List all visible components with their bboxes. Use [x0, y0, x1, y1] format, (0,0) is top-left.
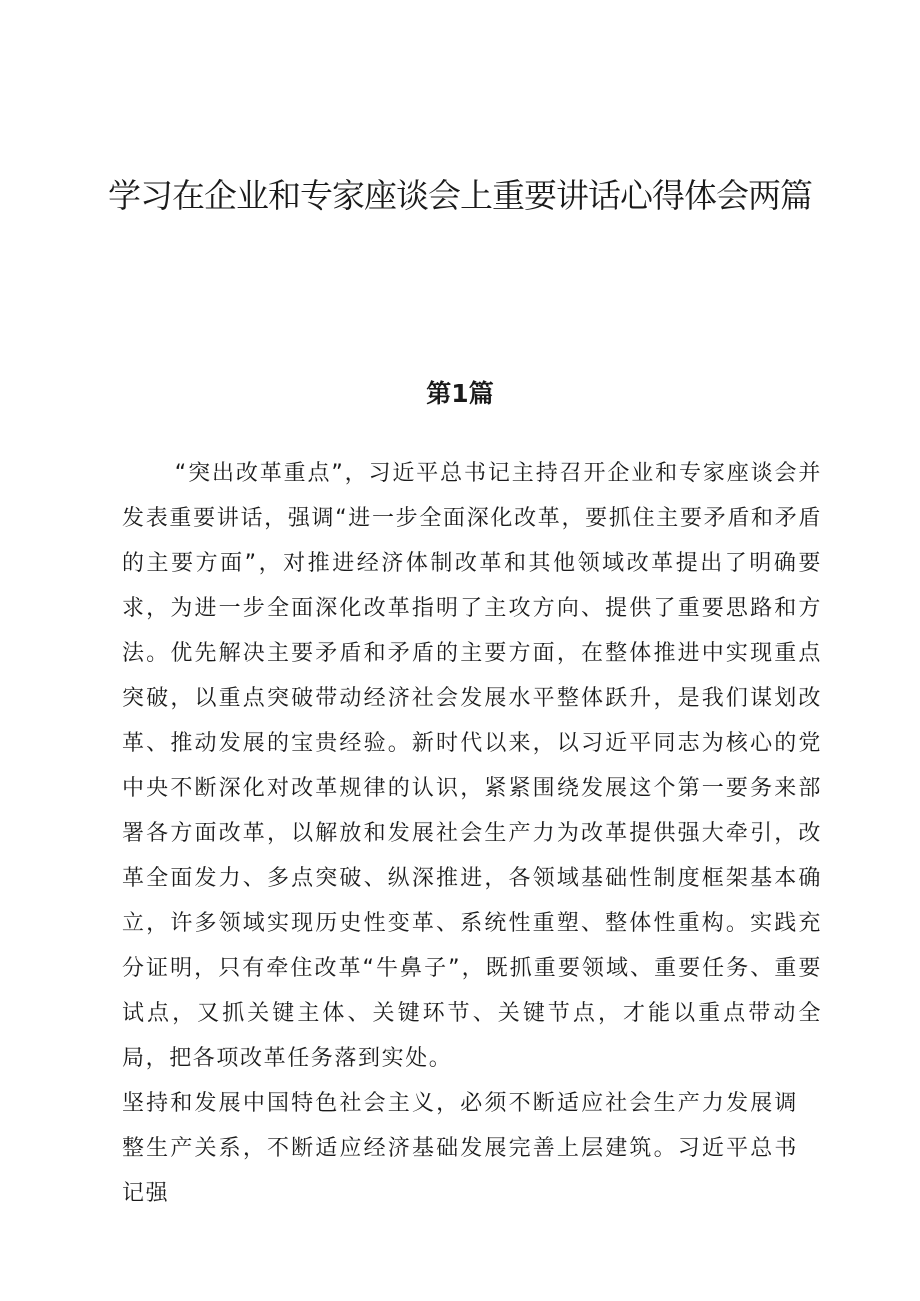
document-title: 学习在企业和专家座谈会上重要讲话心得体会两篇	[108, 176, 812, 215]
document-body	[122, 451, 822, 1216]
section-heading: 第1篇	[426, 379, 494, 408]
body-paragraph: “突出改革重点”，习近平总书记主持召开企业和专家座谈会并发表重要讲话，强调“进一步全面深化改革，要抓住主要矛盾和矛盾的主要方面”，对推进经济体制改革和其他领域改革提出了明确要求，为进一步全面深化改革指明了主攻方向、提供了重要思路和方法。优先解决主要矛盾和矛盾的主要方面，在整体推进中实现重点突破，以重点突破带动经济社会发展水平整体跃升，是我们谋划改革、推动发展的宝贵经验。新时代以来，以习近平同志为核心的党中央不断深化对改革规律的认识，紧紧围绕发展这个第一要务来部署各方面改革，以解放和发展社会生产力为改革提供强大牵引，改革全面发力、多点突破、纵深推进，各领域基础性制度框架基本确立，许多领域实现历史性变革、系统性重塑、整体性重构。实践充分证明，只有牵住改革“牛鼻子”，既抓重要领域、重要任务、重要试点，又抓关键主体、关键环节、关键节点，才能以重点带动全局，把各项改革任务落到实处。	[122, 461, 822, 1071]
body-paragraph: 坚持和发展中国特色社会主义，必须不断适应社会生产力发展调整生产关系，不断适应经济基础发展完善上层建筑。习近平总书记强	[122, 1091, 798, 1206]
